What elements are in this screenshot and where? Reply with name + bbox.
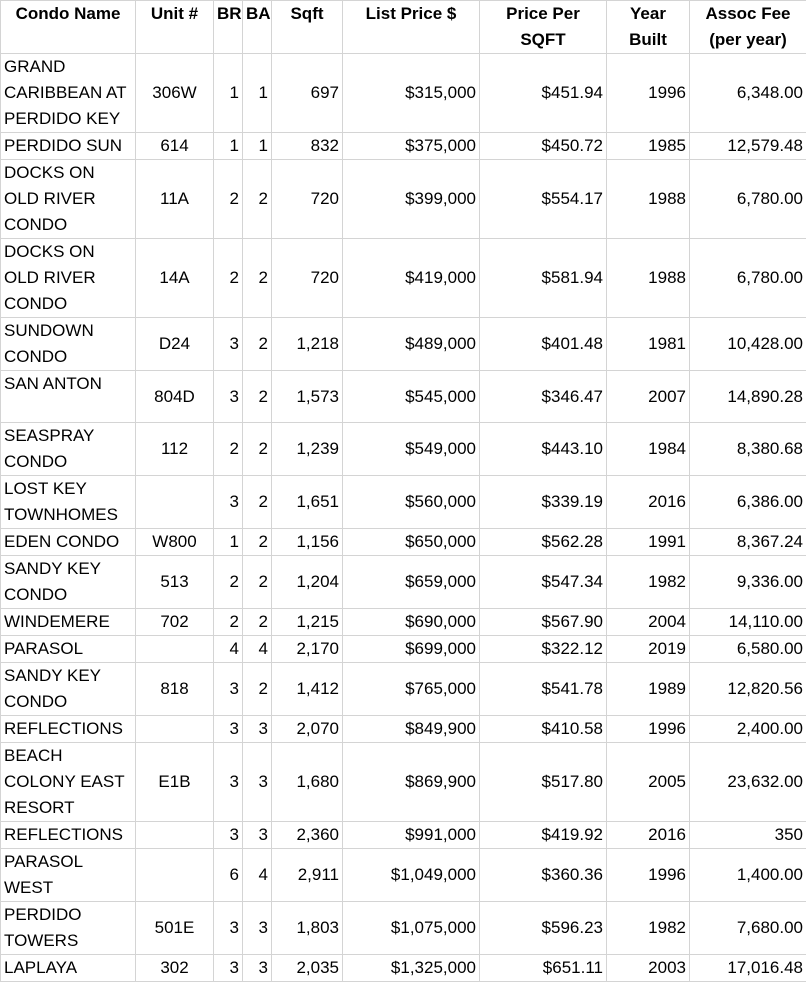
- table-row: [1, 423, 806, 476]
- br-cell: 4: [214, 636, 243, 663]
- ba-cell: 1: [243, 133, 272, 160]
- assoc-fee-cell: 23,632.00: [690, 743, 806, 822]
- unit-cell: W800: [136, 529, 214, 556]
- price-per-sqft-cell: $554.17: [480, 160, 607, 239]
- list-price-cell: $489,000: [343, 318, 480, 371]
- price-per-sqft-cell: $581.94: [480, 239, 607, 318]
- list-price-cell: $659,000: [343, 556, 480, 609]
- assoc-fee-cell: 6,580.00: [690, 636, 806, 663]
- unit-cell: E1B: [136, 743, 214, 822]
- br-cell: 3: [214, 476, 243, 529]
- condo-name-cell: LOST KEY TOWNHOMES: [1, 476, 136, 529]
- condo-name-cell: DOCKS ON OLD RIVER CONDO: [1, 160, 136, 239]
- br-cell: 2: [214, 423, 243, 476]
- assoc-fee-cell: 6,780.00: [690, 239, 806, 318]
- price-per-sqft-cell: $360.36: [480, 849, 607, 902]
- list-price-cell: $419,000: [343, 239, 480, 318]
- list-price-cell: $399,000: [343, 160, 480, 239]
- price-per-sqft-cell: $517.80: [480, 743, 607, 822]
- table-row: [1, 160, 806, 239]
- sqft-cell: 2,360: [272, 822, 343, 849]
- br-cell: 1: [214, 529, 243, 556]
- ba-cell: 2: [243, 239, 272, 318]
- unit-cell: 818: [136, 663, 214, 716]
- table-row: [1, 609, 806, 636]
- assoc-fee-cell: 14,890.28: [690, 371, 806, 423]
- list-price-cell: $545,000: [343, 371, 480, 423]
- unit-cell: 302: [136, 955, 214, 982]
- ba-cell: 2: [243, 476, 272, 529]
- table-row: [1, 239, 806, 318]
- assoc-fee-cell: 6,780.00: [690, 160, 806, 239]
- assoc-fee-cell: 6,386.00: [690, 476, 806, 529]
- unit-cell: 501E: [136, 902, 214, 955]
- sqft-cell: 1,239: [272, 423, 343, 476]
- table-row: [1, 529, 806, 556]
- sqft-cell: 1,412: [272, 663, 343, 716]
- unit-cell: 804D: [136, 371, 214, 423]
- ba-cell: 2: [243, 160, 272, 239]
- br-cell: 3: [214, 663, 243, 716]
- assoc-fee-cell: 12,579.48: [690, 133, 806, 160]
- year-built-cell: 1984: [607, 423, 690, 476]
- sqft-cell: 1,803: [272, 902, 343, 955]
- unit-cell: 14A: [136, 239, 214, 318]
- year-built-cell: 1982: [607, 556, 690, 609]
- table-row: [1, 955, 806, 982]
- table-row: [1, 371, 806, 423]
- sqft-cell: 2,170: [272, 636, 343, 663]
- year-built-cell: 1996: [607, 54, 690, 133]
- unit-cell: [136, 822, 214, 849]
- table-row: [1, 318, 806, 371]
- condo-name-cell: GRAND CARIBBEAN AT PERDIDO KEY: [1, 54, 136, 133]
- year-built-cell: 2004: [607, 609, 690, 636]
- br-cell: 6: [214, 849, 243, 902]
- table-body: [1, 54, 806, 982]
- unit-cell: D24: [136, 318, 214, 371]
- list-price-cell: $1,049,000: [343, 849, 480, 902]
- ba-cell: 1: [243, 54, 272, 133]
- assoc-fee-cell: 8,367.24: [690, 529, 806, 556]
- header-br: BR: [214, 1, 243, 54]
- unit-cell: 614: [136, 133, 214, 160]
- ba-cell: 3: [243, 743, 272, 822]
- list-price-cell: $991,000: [343, 822, 480, 849]
- year-built-cell: 2019: [607, 636, 690, 663]
- price-per-sqft-cell: $443.10: [480, 423, 607, 476]
- header-row: [1, 1, 806, 54]
- list-price-cell: $650,000: [343, 529, 480, 556]
- assoc-fee-cell: 7,680.00: [690, 902, 806, 955]
- sqft-cell: 2,070: [272, 716, 343, 743]
- header-condo-name: Condo Name: [1, 1, 136, 54]
- br-cell: 3: [214, 902, 243, 955]
- year-built-cell: 1988: [607, 239, 690, 318]
- sqft-cell: 720: [272, 239, 343, 318]
- header-year-built: Year Built: [607, 1, 690, 54]
- table-row: [1, 556, 806, 609]
- year-built-cell: 1985: [607, 133, 690, 160]
- list-price-cell: $549,000: [343, 423, 480, 476]
- assoc-fee-cell: 10,428.00: [690, 318, 806, 371]
- header-sqft: Sqft: [272, 1, 343, 54]
- list-price-cell: $690,000: [343, 609, 480, 636]
- ba-cell: 2: [243, 318, 272, 371]
- condo-name-cell: SANDY KEY CONDO: [1, 556, 136, 609]
- header-ba: BA: [243, 1, 272, 54]
- br-cell: 1: [214, 54, 243, 133]
- sqft-cell: 1,573: [272, 371, 343, 423]
- table-row: [1, 54, 806, 133]
- condo-name-cell: PARASOL WEST: [1, 849, 136, 902]
- list-price-cell: $699,000: [343, 636, 480, 663]
- unit-cell: 306W: [136, 54, 214, 133]
- condo-name-cell: PARASOL: [1, 636, 136, 663]
- ba-cell: 2: [243, 556, 272, 609]
- year-built-cell: 1981: [607, 318, 690, 371]
- br-cell: 3: [214, 318, 243, 371]
- sqft-cell: 2,035: [272, 955, 343, 982]
- table-row: [1, 716, 806, 743]
- list-price-cell: $1,075,000: [343, 902, 480, 955]
- assoc-fee-cell: 6,348.00: [690, 54, 806, 133]
- year-built-cell: 1991: [607, 529, 690, 556]
- condo-name-cell: WINDEMERE: [1, 609, 136, 636]
- ba-cell: 2: [243, 663, 272, 716]
- sqft-cell: 2,911: [272, 849, 343, 902]
- ba-cell: 2: [243, 529, 272, 556]
- sqft-cell: 1,651: [272, 476, 343, 529]
- year-built-cell: 1996: [607, 716, 690, 743]
- price-per-sqft-cell: $567.90: [480, 609, 607, 636]
- unit-cell: 702: [136, 609, 214, 636]
- ba-cell: 2: [243, 423, 272, 476]
- table-row: [1, 663, 806, 716]
- price-per-sqft-cell: $401.48: [480, 318, 607, 371]
- table-row: [1, 133, 806, 160]
- assoc-fee-cell: 350: [690, 822, 806, 849]
- sqft-cell: 720: [272, 160, 343, 239]
- condo-name-cell: LAPLAYA: [1, 955, 136, 982]
- unit-cell: [136, 716, 214, 743]
- br-cell: 2: [214, 556, 243, 609]
- sqft-cell: 1,204: [272, 556, 343, 609]
- sqft-cell: 1,156: [272, 529, 343, 556]
- price-per-sqft-cell: $419.92: [480, 822, 607, 849]
- unit-cell: 513: [136, 556, 214, 609]
- price-per-sqft-cell: $562.28: [480, 529, 607, 556]
- price-per-sqft-cell: $322.12: [480, 636, 607, 663]
- unit-cell: [136, 849, 214, 902]
- ba-cell: 2: [243, 371, 272, 423]
- year-built-cell: 1989: [607, 663, 690, 716]
- price-per-sqft-cell: $339.19: [480, 476, 607, 529]
- ba-cell: 4: [243, 636, 272, 663]
- br-cell: 3: [214, 955, 243, 982]
- list-price-cell: $315,000: [343, 54, 480, 133]
- unit-cell: [136, 476, 214, 529]
- year-built-cell: 1982: [607, 902, 690, 955]
- price-per-sqft-cell: $346.47: [480, 371, 607, 423]
- price-per-sqft-cell: $410.58: [480, 716, 607, 743]
- price-per-sqft-cell: $541.78: [480, 663, 607, 716]
- condo-name-cell: PERDIDO SUN: [1, 133, 136, 160]
- ba-cell: 3: [243, 716, 272, 743]
- assoc-fee-cell: 12,820.56: [690, 663, 806, 716]
- year-built-cell: 2016: [607, 822, 690, 849]
- list-price-cell: $869,900: [343, 743, 480, 822]
- sqft-cell: 1,215: [272, 609, 343, 636]
- condo-name-cell: REFLECTIONS: [1, 822, 136, 849]
- ba-cell: 2: [243, 609, 272, 636]
- br-cell: 3: [214, 371, 243, 423]
- table-row: [1, 743, 806, 822]
- condo-name-cell: PERDIDO TOWERS: [1, 902, 136, 955]
- table-row: [1, 636, 806, 663]
- price-per-sqft-cell: $651.11: [480, 955, 607, 982]
- br-cell: 3: [214, 822, 243, 849]
- year-built-cell: 2005: [607, 743, 690, 822]
- condo-name-cell: SAN ANTON: [1, 371, 136, 423]
- condo-name-cell: SEASPRAY CONDO: [1, 423, 136, 476]
- condo-name-cell: BEACH COLONY EAST RESORT: [1, 743, 136, 822]
- table-row: [1, 476, 806, 529]
- condo-name-cell: EDEN CONDO: [1, 529, 136, 556]
- year-built-cell: 2007: [607, 371, 690, 423]
- table-row: [1, 902, 806, 955]
- ba-cell: 3: [243, 902, 272, 955]
- unit-cell: 11A: [136, 160, 214, 239]
- header-price-per-sqft: Price Per SQFT: [480, 1, 607, 54]
- condo-name-cell: DOCKS ON OLD RIVER CONDO: [1, 239, 136, 318]
- unit-cell: 112: [136, 423, 214, 476]
- assoc-fee-cell: 8,380.68: [690, 423, 806, 476]
- list-price-cell: $375,000: [343, 133, 480, 160]
- br-cell: 2: [214, 160, 243, 239]
- br-cell: 3: [214, 716, 243, 743]
- table-row: [1, 849, 806, 902]
- table-row: [1, 822, 806, 849]
- header-list-price: List Price $: [343, 1, 480, 54]
- assoc-fee-cell: 1,400.00: [690, 849, 806, 902]
- list-price-cell: $765,000: [343, 663, 480, 716]
- condo-name-cell: REFLECTIONS: [1, 716, 136, 743]
- year-built-cell: 2016: [607, 476, 690, 529]
- year-built-cell: 1996: [607, 849, 690, 902]
- ba-cell: 3: [243, 822, 272, 849]
- year-built-cell: 1988: [607, 160, 690, 239]
- header-unit: Unit #: [136, 1, 214, 54]
- list-price-cell: $560,000: [343, 476, 480, 529]
- br-cell: 2: [214, 609, 243, 636]
- assoc-fee-cell: 14,110.00: [690, 609, 806, 636]
- br-cell: 1: [214, 133, 243, 160]
- sqft-cell: 1,680: [272, 743, 343, 822]
- ba-cell: 4: [243, 849, 272, 902]
- br-cell: 3: [214, 743, 243, 822]
- sqft-cell: 832: [272, 133, 343, 160]
- br-cell: 2: [214, 239, 243, 318]
- sqft-cell: 1,218: [272, 318, 343, 371]
- ba-cell: 3: [243, 955, 272, 982]
- price-per-sqft-cell: $450.72: [480, 133, 607, 160]
- assoc-fee-cell: 17,016.48: [690, 955, 806, 982]
- assoc-fee-cell: 9,336.00: [690, 556, 806, 609]
- price-per-sqft-cell: $451.94: [480, 54, 607, 133]
- list-price-cell: $849,900: [343, 716, 480, 743]
- condo-name-cell: SUNDOWN CONDO: [1, 318, 136, 371]
- condo-name-cell: SANDY KEY CONDO: [1, 663, 136, 716]
- header-assoc-fee: Assoc Fee (per year): [690, 1, 806, 54]
- sqft-cell: 697: [272, 54, 343, 133]
- year-built-cell: 2003: [607, 955, 690, 982]
- list-price-cell: $1,325,000: [343, 955, 480, 982]
- assoc-fee-cell: 2,400.00: [690, 716, 806, 743]
- unit-cell: [136, 636, 214, 663]
- price-per-sqft-cell: $596.23: [480, 902, 607, 955]
- price-per-sqft-cell: $547.34: [480, 556, 607, 609]
